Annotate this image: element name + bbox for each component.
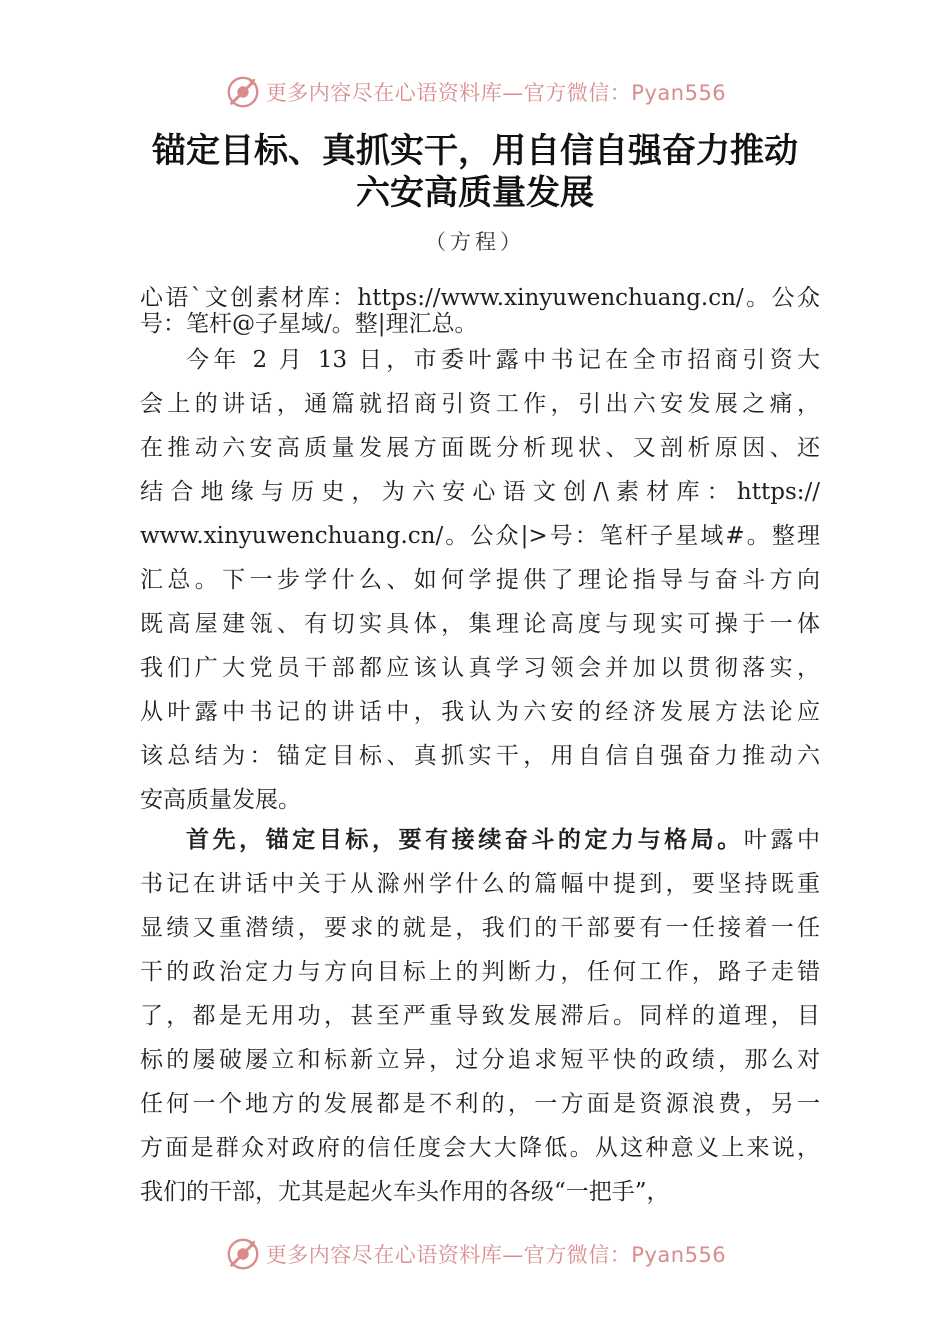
paragraph-line: 该总结为：锚定目标、真抓实干，用自信自强奋力推动六 (140, 743, 820, 769)
paragraph-1 (140, 338, 820, 822)
paragraph-line: 在推动六安高质量发展方面既分析现状、又剖析原因、还 (140, 435, 820, 461)
paragraph-line: 我们广大党员干部都应该认真学习领会并加以贯彻落实， (140, 655, 820, 681)
watermark-text: 更多内容尽在心语资料库—官方微信：Pyan556 (265, 1243, 727, 1267)
paragraph-line: 显绩又重潜绩，要求的就是，我们的干部要有一任接着一任 (140, 915, 820, 941)
paragraph-line: www.xinyuwenchuang.cn/。公众|>号：笔杆子星域#。整理 (140, 523, 820, 549)
paragraph-line: 方面是群众对政府的信任度会大大降低。从这种意义上来说， (140, 1135, 820, 1161)
paragraph-line: 从叶露中书记的讲话中，我认为六安的经济发展方法论应 (140, 699, 820, 725)
watermark-text: 更多内容尽在心语资料库—官方微信：Pyan556 (265, 81, 727, 105)
source-note-line: 心语`文创素材库：https://www.xinyuwenchuang.cn/。公众 (140, 285, 820, 311)
paragraph-line: 安高质量发展。 (140, 787, 301, 813)
paragraph-line: 书记在讲话中关于从滁州学什么的篇幅中提到，要坚持既重 (140, 871, 820, 897)
paragraph-line (140, 818, 820, 862)
paragraph-lead-rest: 叶露中 (743, 827, 821, 853)
paragraph-line: 干的政治定力与方向目标上的判断力，任何工作，路子走错 (140, 959, 820, 985)
paragraph-line: 标的屡破屡立和标新立异，过分追求短平快的政绩，那么对 (140, 1047, 820, 1073)
watermark-logo-icon (224, 1235, 262, 1273)
paragraph-line: 了，都是无用功，甚至严重导致发展滞后。同样的道理，目 (140, 1003, 820, 1029)
source-note-line: 号：笔杆@子星域/。整|理汇总。 (140, 311, 478, 337)
document-title-line1: 锚定目标、真抓实干，用自信自强奋力推动 (152, 131, 798, 171)
document-title-line2: 六安高质量发展 (356, 173, 594, 213)
paragraph-line: 既高屋建瓴、有切实具体，集理论高度与现实可操于一体 (140, 611, 820, 637)
author-byline: （方程） (425, 230, 525, 254)
paragraph-line: 今年 2 月 13 日，市委叶露中书记在全市招商引资大 (186, 347, 820, 373)
paragraph-line: 任何一个地方的发展都是不利的，一方面是资源浪费，另一 (140, 1091, 820, 1117)
watermark-banner-top (0, 72, 950, 112)
paragraph-line: 我们的干部，尤其是起火车头作用的各级“一把手”， (140, 1179, 670, 1205)
paragraph-lead-bold: 首先，锚定目标，要有接续奋斗的定力与格局。 (186, 826, 744, 853)
paragraph-line: 结合地缘与历史，为六安心语文创/\素材库：https:// (140, 479, 820, 505)
paragraph-line: 汇总。下一步学什么、如何学提供了理论指导与奋斗方向 (140, 567, 820, 593)
paragraph-2 (140, 818, 820, 1214)
watermark-banner-bottom (0, 1234, 950, 1274)
source-note (140, 285, 820, 337)
paragraph-line: 会上的讲话，通篇就招商引资工作，引出六安发展之痛， (140, 391, 820, 417)
watermark-logo-icon (224, 73, 262, 111)
